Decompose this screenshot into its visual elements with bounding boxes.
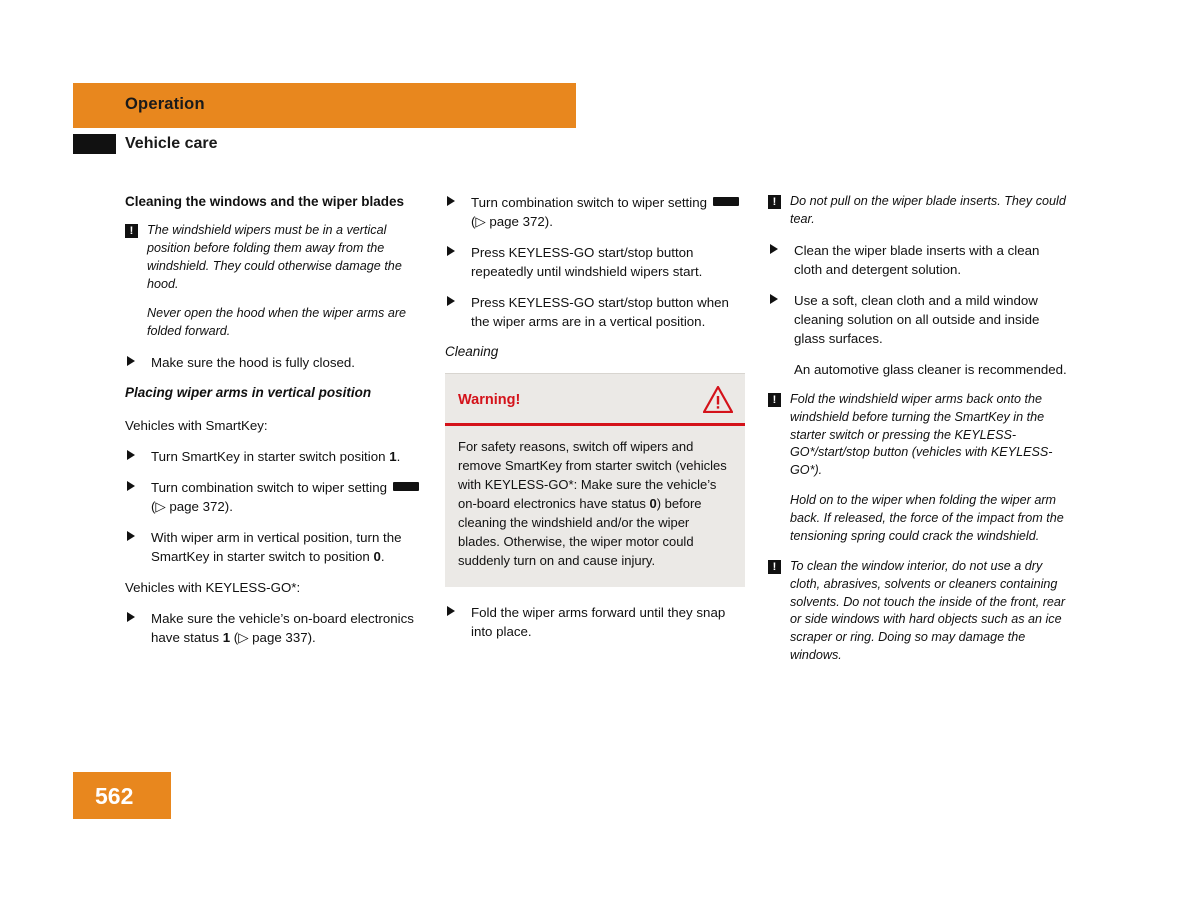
paragraph-vehicles-smartkey: Vehicles with SmartKey: <box>125 418 268 434</box>
warning-title: Warning! <box>458 391 521 408</box>
list-item-text: Make sure the hood is fully closed. <box>151 355 355 371</box>
warning-body <box>445 426 745 587</box>
note-clean-window-interior <box>768 558 1068 665</box>
list-item-text: Make sure the vehicle’s on-board electronics have status <box>151 611 414 646</box>
page-title: Operation <box>125 95 205 113</box>
column-one-subheading: Placing wiper arms in vertical position <box>125 385 372 401</box>
list-item-text-end: . <box>396 449 401 465</box>
list-item <box>768 241 1068 279</box>
note-text: The windshield wipers must be in a vertical position before folding them away from the windshield. They could otherwise damage the hood. <box>147 222 402 291</box>
triangle-bullet-icon <box>127 481 135 491</box>
list-item-text: Press KEYLESS-GO start/stop button repeatedly until windshield wipers start. <box>471 245 703 279</box>
subheading-marker <box>73 134 116 154</box>
column-one <box>125 193 425 659</box>
note-windshield-wipers-vertical <box>125 222 425 294</box>
warning-text-2: ) before cleaning the windshield and/or the wiper blades. Otherwise, the wiper motor could suddenly turn on and cause injury. <box>458 495 702 568</box>
note-fold-wiper-arms-back <box>768 391 1068 480</box>
exclamation-icon: ! <box>125 224 138 238</box>
exclamation-icon: ! <box>768 195 781 209</box>
exclamation-icon: ! <box>768 560 781 574</box>
triangle-bullet-icon <box>447 246 455 256</box>
column-two-subheading: Cleaning <box>445 344 499 359</box>
list-item-text: Turn SmartKey in starter switch position <box>151 449 390 465</box>
warning-triangle-icon <box>703 386 733 413</box>
paragraph-vehicles-keylessgo: Vehicles with KEYLESS-GO*: <box>125 580 301 596</box>
triangle-bullet-icon <box>770 294 778 304</box>
list-item <box>125 528 425 566</box>
list-item-text: Clean the wiper blade inserts with a clean cloth and detergent solution. <box>794 242 1040 277</box>
column-three <box>768 193 1068 677</box>
triangle-bullet-icon <box>447 296 455 306</box>
note-hold-on-to-wiper: Hold on to the wiper when folding the wiper arm back. If released, the force of the impact from the tensioning spring could crack the windshield. <box>790 493 1064 543</box>
list-item-text-end: . <box>380 549 385 565</box>
list-item <box>125 447 425 466</box>
list-item-text: Use a soft, clean cloth and a mild window cleaning solution on all outside and inside glass surfaces. <box>794 292 1040 346</box>
wiper-setting-icon <box>393 482 419 491</box>
list-item-emphasis: 1 <box>389 449 397 465</box>
triangle-bullet-icon <box>447 606 455 616</box>
list-item <box>445 243 745 281</box>
note-text: Do not pull on the wiper blade inserts. They could tear. <box>790 194 1066 226</box>
note-text: Fold the windshield wiper arms back onto the windshield before turning the SmartKey in the starter switch or pressing the KEYLESS-GO*/start/stop button (vehicles with KEYLESS-GO*). <box>790 391 1053 478</box>
list-item-text: Turn combination switch to wiper setting <box>471 195 711 210</box>
list-item <box>768 291 1068 348</box>
page-number-box <box>73 772 171 819</box>
exclamation-icon: ! <box>768 393 781 407</box>
page-number: 562 <box>95 783 134 809</box>
page-reference: (▷ page 337). <box>230 630 316 646</box>
triangle-bullet-icon <box>127 531 135 541</box>
list-item-continuation: An automotive glass cleaner is recommended. <box>794 361 1067 377</box>
list-item-emphasis: 1 <box>222 630 231 646</box>
list-item-text: Press KEYLESS-GO start/stop button when the wiper arms are in a vertical position. <box>471 295 729 329</box>
list-item <box>125 609 425 647</box>
warning-header <box>445 374 745 426</box>
note-do-not-pull-inserts <box>768 193 1068 229</box>
triangle-bullet-icon <box>127 612 135 622</box>
note-never-open-hood: Never open the hood when the wiper arms are folded forward. <box>147 306 407 339</box>
page-reference: (▷ page 372). <box>471 214 553 229</box>
page-reference: (▷ page 372). <box>151 499 233 515</box>
wiper-setting-icon <box>713 197 739 206</box>
list-item-text: Fold the wiper arms forward until they snap into place. <box>471 604 726 639</box>
triangle-bullet-icon <box>127 356 135 366</box>
column-one-heading: Cleaning the windows and the wiper blades <box>125 194 405 209</box>
list-item <box>445 193 745 231</box>
warning-box <box>445 373 745 587</box>
column-two <box>445 193 745 653</box>
list-item <box>445 293 745 331</box>
list-item-text: Turn combination switch to wiper setting <box>151 480 391 496</box>
note-text: To clean the window interior, do not use a dry cloth, abrasives, solvents or cleaners containing solvents. Do not touch the inside of the front, rear or side windows with hard objects such as an ice scraper or ring. Doing so may damage the windows. <box>790 558 1066 663</box>
list-item-emphasis: 0 <box>373 549 381 565</box>
triangle-bullet-icon <box>447 196 455 206</box>
list-item <box>125 478 425 516</box>
list-item-text: With wiper arm in vertical position, turn the SmartKey in starter switch to position <box>151 530 402 565</box>
header-bar <box>73 83 576 128</box>
list-item <box>445 603 745 641</box>
warning-emphasis: 0 <box>649 495 657 511</box>
list-item <box>125 353 425 372</box>
warning-text-1: For safety reasons, switch off wipers and remove SmartKey from starter switch (vehicles with KEYLESS-GO*: Make sure the vehicle’s on-board electronics have status <box>458 438 727 511</box>
section-subtitle: Vehicle care <box>125 135 218 152</box>
triangle-bullet-icon <box>127 450 135 460</box>
triangle-bullet-icon <box>770 244 778 254</box>
